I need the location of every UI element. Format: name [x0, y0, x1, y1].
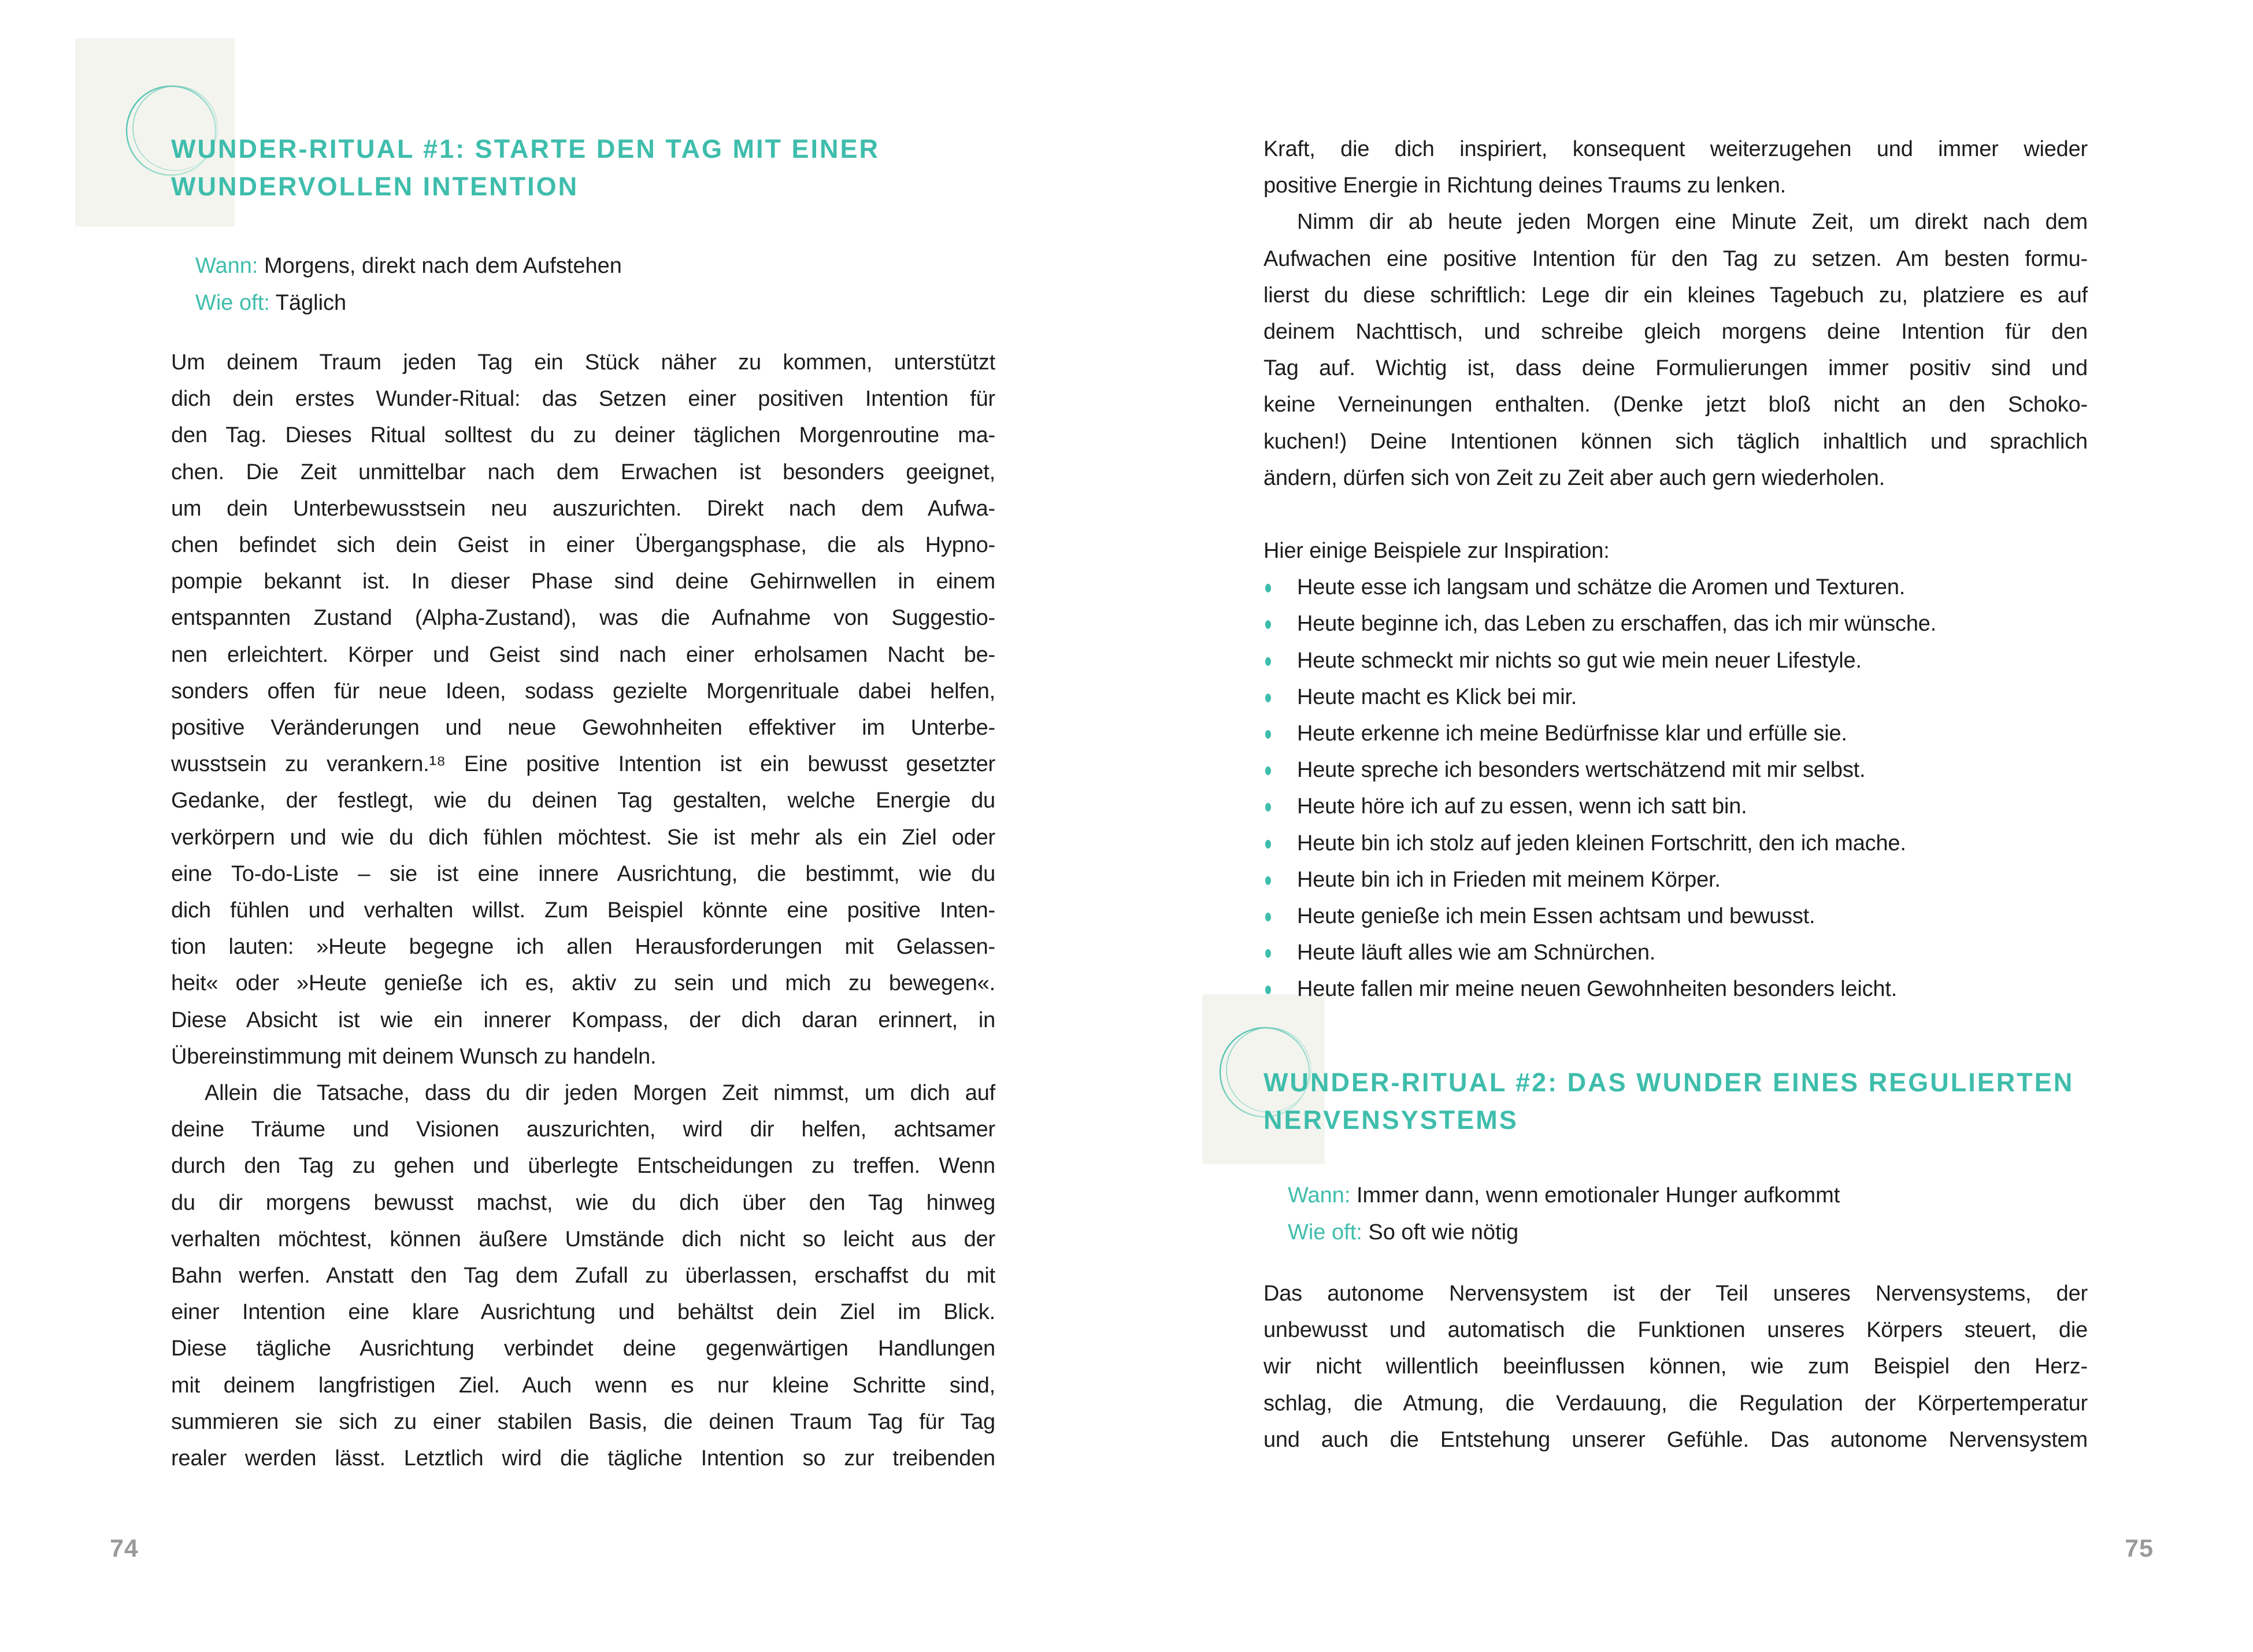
meta-value: Immer dann, wenn emotionaler Hunger aufkommt [1350, 1183, 1840, 1207]
meta-value: Morgens, direkt nach dem Aufstehen [258, 254, 622, 278]
list-item-text: Heute schmeckt mir nichts so gut wie mein neuer Lifestyle. [1297, 648, 1862, 673]
text-line: positive Veränderungen und neue Gewohnheiten effektiver im Unterbe- [171, 716, 995, 740]
list-item [1263, 679, 2088, 716]
bullet-dot-icon [1265, 730, 1271, 739]
bullet-dot-icon [1265, 986, 1271, 994]
list-item-text: Heute fallen mir meine neuen Gewohnheiten besonders leicht. [1297, 977, 1898, 1002]
text-line: Kraft, die dich inspiriert, konsequent weiterzugehen und immer wieder [1263, 137, 2088, 161]
text-line: pompie bekannt ist. In dieser Phase sind deine Gehirnwellen in einem [171, 569, 995, 594]
meta-line [1263, 1214, 2088, 1251]
text-line: kuchen!) Deine Intentionen können sich täglich inhaltlich und sprachlich [1263, 429, 2088, 454]
list-item [1263, 716, 2088, 752]
list-item [1263, 606, 2088, 642]
text-line: tion lauten: »Heute begegne ich allen Herausforderungen mit Gelassen- [171, 935, 995, 960]
bullet-dot-icon [1265, 584, 1271, 592]
right-page-body-bottom [1263, 1276, 2088, 1458]
text-line: entspannten Zustand (Alpha-Zustand), was die Aufnahme von Suggestio- [171, 606, 995, 631]
bullet-dot-icon [1265, 657, 1271, 666]
text-line: Gedanke, der festlegt, wie du deinen Tag gestalten, welche Energie du [171, 788, 995, 813]
text-line: dich fühlen und verhalten willst. Zum Beispiel könnte eine positive Inten- [171, 898, 995, 923]
list-item-text: Heute läuft alles wie am Schnürchen. [1297, 940, 1656, 965]
text-line: um dein Unterbewusstsein neu auszurichten. Direkt nach dem Aufwa- [171, 496, 995, 521]
text-line: Diese Absicht ist wie ein innerer Kompass, der dich daran erinnert, in [171, 1008, 995, 1032]
section-heading-ritual-1 [171, 130, 995, 205]
meta-label: Wann: [1288, 1183, 1351, 1207]
text-line: chen befindet sich dein Geist in einer Übergangsphase, die als Hypno- [171, 533, 995, 558]
list-item-text: Heute bin ich in Frieden mit meinem Körper. [1297, 867, 1721, 892]
text-line: Übereinstimmung mit deinem Wunsch zu handeln. [171, 1044, 657, 1069]
bullet-dot-icon [1265, 620, 1271, 629]
meta-label: Wann: [195, 254, 258, 278]
list-item-text: Heute höre ich auf zu essen, wenn ich satt bin. [1297, 794, 1747, 819]
text-line: Allein die Tatsache, dass du dir jeden Morgen Zeit nimmst, um dich auf [205, 1081, 995, 1106]
meta-line [171, 285, 995, 322]
list-item [1263, 935, 2088, 971]
paragraph [1263, 204, 2088, 497]
list-item [1263, 569, 2088, 606]
text-line: lierst du diese schriftlich: Lege dir ein kleines Tagebuch zu, platziere es auf [1263, 283, 2088, 308]
ritual-1-meta [171, 248, 995, 321]
bullet-dot-icon [1265, 949, 1271, 958]
list-item-text: Heute beginne ich, das Leben zu erschaffen, das ich mir wünsche. [1297, 612, 1937, 636]
text-line: chen. Die Zeit unmittelbar nach dem Erwachen ist besonders geeignet, [171, 460, 995, 484]
bullet-dot-icon [1265, 803, 1271, 812]
right-top-paragraphs [1263, 131, 2088, 497]
text-line: Das autonome Nervensystem ist der Teil unseres Nervensystems, der [1263, 1281, 2088, 1306]
text-line: den Tag. Dieses Ritual solltest du zu deiner täglichen Morgenroutine ma- [171, 423, 995, 448]
text-line: und auch die Entstehung unserer Gefühle. Das autonome Nervensystem [1263, 1427, 2088, 1452]
list-item [1263, 971, 2088, 1008]
meta-label: Wie oft: [1288, 1220, 1362, 1244]
text-line: eine To-do-Liste – sie ist eine innere Ausrichtung, die bestimmt, wie du [171, 861, 995, 886]
text-line: Tag auf. Wichtig ist, dass deine Formulierungen immer positiv sind und [1263, 356, 2088, 381]
list-item-text: Heute spreche ich besonders wertschätzend mit mir selbst. [1297, 758, 1866, 783]
bullet-dot-icon [1265, 840, 1271, 849]
heading-line: WUNDERVOLLEN INTENTION [171, 172, 579, 201]
page-number-right: 75 [2125, 1535, 2154, 1562]
text-line: du dir morgens bewusst machst, wie du dich über den Tag hinweg [171, 1190, 995, 1215]
text-line: Nimm dir ab heute jeden Morgen eine Minute Zeit, um direkt nach dem [1297, 210, 2088, 235]
left-page-body [171, 345, 995, 1477]
text-line: wusstsein zu verankern.¹⁸ Eine positive Intention ist ein bewusst gesetzter [171, 752, 995, 777]
heading-line: WUNDER-RITUAL #2: DAS WUNDER EINES REGULIERTEN [1263, 1068, 2074, 1097]
bullet-dot-icon [1265, 766, 1271, 775]
text-line: sonders offen für neue Ideen, sodass gezielte Morgenrituale dabei helfen, [171, 679, 995, 703]
text-line: deine Träume und Visionen auszurichten, wird dir helfen, achtsamer [171, 1117, 995, 1142]
text-line: Bahn werfen. Anstatt den Tag dem Zufall zu überlassen, erschaffst du mit [171, 1264, 995, 1288]
text-line: schlag, die Atmung, die Verdauung, die Regulation der Körpertemperatur [1263, 1391, 2088, 1416]
heading-line: NERVENSYSTEMS [1263, 1105, 1518, 1135]
text-line: nen erleichtert. Körper und Geist sind nach einer erholsamen Nacht be- [171, 642, 995, 667]
paragraph [171, 345, 995, 1075]
list-item [1263, 752, 2088, 788]
meta-line [171, 248, 995, 285]
list-item [1263, 862, 2088, 898]
text-line: wir nicht willentlich beeinflussen können, wie zum Beispiel den Herz- [1263, 1354, 2088, 1379]
list-item-text: Heute esse ich langsam und schätze die Aromen und Texturen. [1297, 575, 1906, 600]
list-item-text: Heute macht es Klick bei mir. [1297, 684, 1577, 709]
meta-label: Wie oft: [195, 290, 270, 315]
meta-value: So oft wie nötig [1362, 1220, 1519, 1244]
heading-line: WUNDER-RITUAL #1: STARTE DEN TAG MIT EINER [171, 134, 880, 164]
text-line: verkörpern und wie du dich fühlen möchtest. Sie ist mehr als ein Ziel oder [171, 825, 995, 850]
bullet-dot-icon [1265, 913, 1271, 921]
bullet-dot-icon [1265, 876, 1271, 885]
text-line: summieren sie sich zu einer stabilen Basis, die deinen Traum Tag für Tag [171, 1409, 995, 1434]
text-line: durch den Tag zu gehen und überlegte Entscheidungen zu treffen. Wenn [171, 1154, 995, 1179]
list-item-text: Heute bin ich stolz auf jeden kleinen Fortschritt, den ich mache. [1297, 831, 1906, 855]
text-line: Diese tägliche Ausrichtung verbindet deine gegenwärtigen Handlungen [171, 1336, 995, 1361]
intention-examples-list [1263, 569, 2088, 1008]
text-line: mit deinem langfristigen Ziel. Auch wenn es nur kleine Schritte sind, [171, 1373, 995, 1398]
text-line: heit« oder »Heute genieße ich es, aktiv zu sein und mich zu bewegen«. [171, 971, 995, 996]
text-line: dich dein erstes Wunder-Ritual: das Setzen einer positiven Intention für [171, 387, 995, 412]
meta-value: Täglich [269, 290, 347, 315]
list-item [1263, 788, 2088, 825]
text-line: deinem Nachttisch, und schreibe gleich morgens deine Intention für den [1263, 320, 2088, 345]
text-line: Aufwachen eine positive Intention für den Tag zu setzen. Am besten formu- [1263, 246, 2088, 271]
bullet-dot-icon [1265, 694, 1271, 702]
text-line: realer werden lässt. Letztlich wird die tägliche Intention so zur treibenden [171, 1446, 995, 1471]
paragraph [1263, 131, 2088, 204]
text-line: ändern, dürfen sich von Zeit zu Zeit aber auch gern wiederholen. [1263, 465, 1885, 490]
text-line: positive Energie in Richtung deines Traums zu lenken. [1263, 173, 1787, 198]
list-item-text: Heute genieße ich mein Essen achtsam und bewusst. [1297, 904, 1815, 929]
right-page-body-top [1263, 131, 2088, 1008]
ritual-2-meta [1263, 1177, 2088, 1251]
paragraph [1263, 1276, 2088, 1458]
list-intro: Hier einige Beispiele zur Inspiration: [1263, 539, 1610, 564]
text-line: keine Verneinungen enthalten. (Denke jetzt bloß nicht an den Schoko- [1263, 392, 2088, 417]
paragraph [171, 1075, 995, 1477]
page-number-left: 74 [110, 1535, 139, 1562]
text-line: Um deinem Traum jeden Tag ein Stück näher zu kommen, unterstützt [171, 350, 995, 375]
list-item-text: Heute erkenne ich meine Bedürfnisse klar und erfülle sie. [1297, 721, 1847, 746]
text-line: unbewusst und automatisch die Funktionen unseres Körpers steuert, die [1263, 1318, 2088, 1343]
list-item [1263, 825, 2088, 862]
section-heading-ritual-2 [1263, 1064, 2088, 1139]
list-item [1263, 643, 2088, 679]
list-item [1263, 898, 2088, 935]
text-line: einer Intention eine klare Ausrichtung und behältst dein Ziel im Blick. [171, 1300, 995, 1325]
text-line: verhalten möchtest, können äußere Umstände dich nicht so leicht aus der [171, 1227, 995, 1251]
meta-line [1263, 1177, 2088, 1214]
